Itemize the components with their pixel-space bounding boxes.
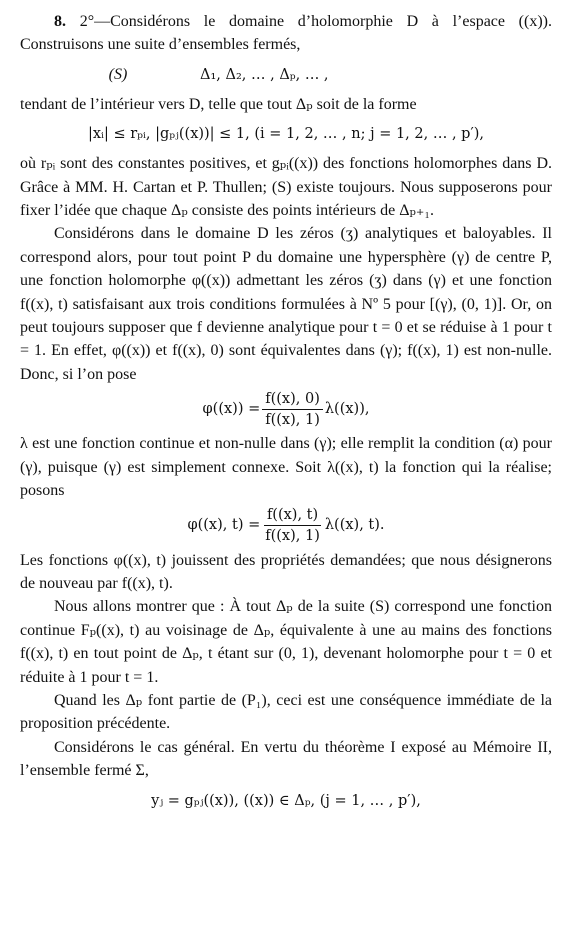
paragraph-ou: où rₚᵢ sont des constantes positives, et gₚᵢ((x)) des fonctions holomorphes dans D. Grâce à MM. H. Cartan et P. Thullen; (S) existe toujours. Nous supposerons pour fixer l’idée que chaque Δₚ consiste des points intérieurs de Δₚ₊₁. (20, 155, 552, 220)
fraction-numerator: f((x), 0) (262, 390, 323, 410)
equation-forme: |xᵢ| ≤ rₚᵢ, |gₚⱼ((x))| ≤ 1, (i = 1, 2, … , n; j = 1, 2, … , p′), (87, 126, 485, 143)
paragraph-cas: Considérons le cas général. En vertu du théorème I exposé au Mémoire II, l’ensemble fermé Σ, (20, 738, 552, 780)
paragraph-tendant: tendant de l’intérieur vers D, telle que tout Δₚ soit de la forme (20, 95, 417, 113)
equation-sigma: yⱼ = gₚⱼ((x)), ((x)) ∈ Δₚ, (j = 1, … , p′), (151, 792, 421, 809)
equation-phi-2 (20, 503, 552, 549)
fraction-numerator: f((x), t) (264, 506, 321, 526)
fraction-denominator: f((x), 1) (265, 411, 320, 428)
equation-rhs: λ((x), t). (324, 516, 385, 533)
fraction-denominator: f((x), 1) (265, 528, 320, 544)
equation-lhs: φ((x), t) = (187, 516, 261, 533)
equation-phi-1 (20, 386, 552, 432)
paragraph-lambda: λ est une fonction continue et non-nulle dans (γ); elle remplit la condition (α) pour (γ), puisque (γ) est simplement connexe. Soit λ((x), t) la fonction qui la réalise; posons (20, 435, 552, 500)
paragraph-montrer: Nous allons montrer que : À tout Δₚ de la suite (S) correspond une fonction continue Fₚ((x), t) au voisinage de Δₚ, équivalente à une au mains des fonctions f((x), t) en tout point de Δₚ, t étant sur (0, 1), devenant holomorphe pour t = 0 et réduite à 1 pour t = 1. (20, 598, 552, 686)
paragraph-fonctions: Les fonctions φ((x), t) jouissent des propriétés demandées; que nous désignerons de nouveau par f((x), t). (20, 551, 552, 592)
paragraph-zeros: Considérons dans le domaine D les zéros (ʒ) analytiques et baloyables. Il correspond alors, pour tout point P du domaine une hypersphère (γ) de centre P, une fonction holomorphe φ((x)) admettant les zéros (ʒ) dans (γ) et une fonction f((x), t) satisfaisant aux trois conditions formulées à Nº 5 pour [(γ), (0, 1)]. Or, on peut toujours supposer que f devienne analytique pour t = 0 et se réduise à 1 pour t = 1. En effet, φ((x)) et f((x), 0) sont équivalentes dans (γ); f((x), 1) est non-nulle. Donc, si l’on pose (20, 225, 552, 383)
equation-content: Δ₁, Δ₂, … , Δₚ, … , (200, 66, 329, 83)
equation-sequence-s (20, 57, 552, 93)
paragraph-quand: Quand les Δₚ font partie de (P₁), ceci est une conséquence immédiate de la proposition précédente. (20, 691, 552, 733)
equation-lhs: φ((x)) = (202, 400, 261, 417)
section-intro (20, 10, 552, 57)
equation-rhs: λ((x)), (324, 400, 370, 417)
fraction (262, 506, 323, 545)
equation-label: (S) (108, 65, 128, 83)
section-intro-text: 2°—Considérons le domaine d’holomorphie D à l’espace ((x)). Construisons une suite d’ensembles fermés, (20, 13, 552, 54)
fraction (262, 390, 323, 429)
section-number: 8. (54, 13, 66, 30)
